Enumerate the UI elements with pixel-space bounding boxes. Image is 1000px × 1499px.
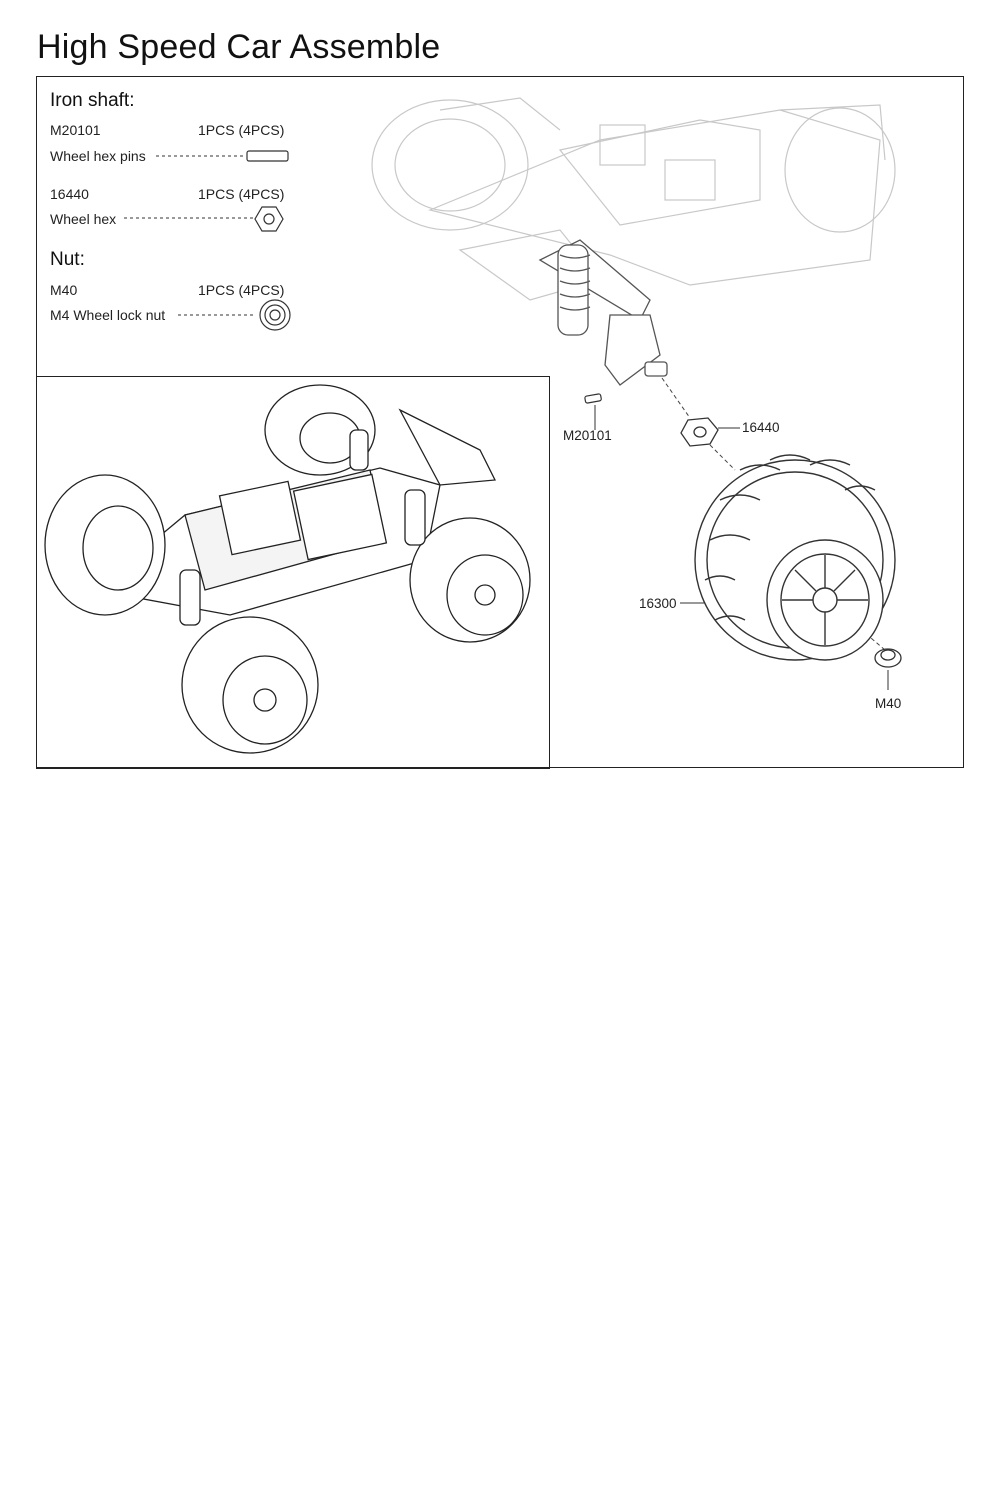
part-name: Wheel hex (50, 211, 117, 227)
part-quantity: 1PCS (4PCS) (198, 186, 285, 202)
part-quantity: 1PCS (4PCS) (198, 282, 285, 298)
section-heading-nut: Nut: (50, 249, 85, 270)
part-code: 16440 (50, 186, 89, 202)
hex-part-icon (681, 418, 718, 446)
callout-nut: M40 (875, 696, 902, 711)
pin-part-icon (585, 394, 602, 404)
hex-nut-icon (255, 207, 283, 231)
callout-hex: 16440 (742, 420, 780, 435)
part-name: M4 Wheel lock nut (50, 307, 166, 323)
part-quantity: 1PCS (4PCS) (198, 122, 285, 138)
part-code: M20101 (50, 122, 101, 138)
callout-wheel: 16300 (639, 596, 677, 611)
pin-icon (247, 151, 288, 161)
callout-pin: M20101 (563, 428, 612, 443)
wheel-part-icon (695, 455, 895, 660)
page-title: High Speed Car Assemble (37, 28, 441, 66)
section-heading-iron-shaft: Iron shaft: (50, 90, 135, 111)
suspension-hub-icon (540, 240, 667, 385)
faded-chassis-icon (372, 98, 895, 300)
lock-nut-part-icon (875, 649, 901, 667)
lock-nut-icon (260, 300, 290, 330)
part-code: M40 (50, 282, 78, 298)
overview-inset (36, 376, 550, 769)
part-name: Wheel hex pins (50, 148, 146, 164)
